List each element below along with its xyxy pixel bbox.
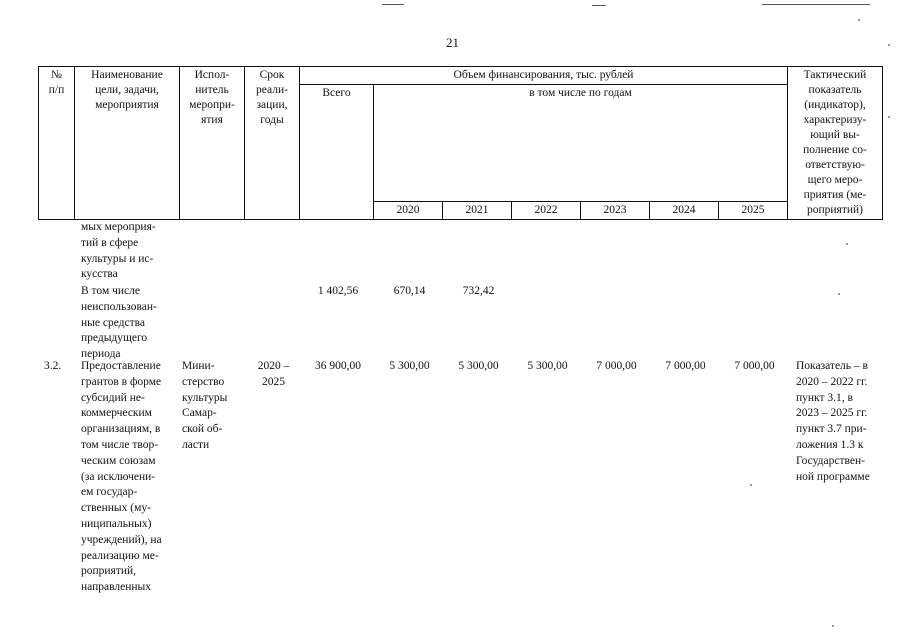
header-by-years: в том числе по годам <box>374 85 788 202</box>
scan-speck <box>832 625 834 627</box>
item-num: 3.2. <box>44 360 62 372</box>
item-2022: 5 300,00 <box>527 360 568 372</box>
item-term: 2020 – 2025 <box>257 360 290 388</box>
item-2020: 5 300,00 <box>389 360 430 372</box>
header-total: Всего <box>300 85 374 220</box>
header-name: Наименование цели, задачи, мероприятия <box>75 67 180 220</box>
unused-2020: 670,14 <box>393 285 426 297</box>
header-year: 2020 <box>374 202 443 220</box>
item-2021: 5 300,00 <box>458 360 499 372</box>
header-indicator: Тактический показатель (индикатор), характеризу- ющий вы- полнение со- ответствую- щего меро- приятия (ме- роприятий) <box>788 67 883 220</box>
item-indicator: Показатель – в 2020 – 2022 гг. пункт 3.1, в 2023 – 2025 гг. пункт 3.7 при- ложения 1.3 к Государствен- ной программе <box>796 360 870 483</box>
item-2023: 7 000,00 <box>596 360 637 372</box>
page-number: 21 <box>446 35 459 50</box>
scan-artifact-line <box>382 4 404 5</box>
item-total: 36 900,00 <box>315 360 361 372</box>
header-year: 2021 <box>443 202 512 220</box>
header-year: 2022 <box>512 202 581 220</box>
scan-speck <box>858 19 860 21</box>
scan-speck <box>750 484 752 486</box>
scan-speck <box>888 116 890 118</box>
header-funding: Объем финансирования, тыс. рублей <box>300 67 788 85</box>
continuation-text: мых мероприя- тий в сфере культуры и ис- кусства <box>81 221 156 281</box>
header-term: Срок реали- зации, годы <box>245 67 300 220</box>
scan-speck <box>846 243 848 245</box>
header-executor: Испол- нитель меропри- ятия <box>180 67 245 220</box>
scan-artifact-line <box>592 5 606 6</box>
scan-artifact-line <box>762 4 870 5</box>
header-year: 2023 <box>581 202 650 220</box>
scan-speck <box>838 293 840 295</box>
item-executor: Мини- стерство культуры Самар- ской об- ласти <box>182 360 228 451</box>
item-2025: 7 000,00 <box>734 360 775 372</box>
header-num: № п/п <box>39 67 75 220</box>
header-year: 2025 <box>719 202 788 220</box>
unused-total: 1 402,56 <box>317 285 359 297</box>
unused-funds-label: В том числе неиспользован- ные средства предыдущего периода <box>81 285 157 361</box>
header-year: 2024 <box>650 202 719 220</box>
table-header <box>38 66 883 220</box>
unused-2021: 732,42 <box>462 285 495 297</box>
item-2024: 7 000,00 <box>665 360 706 372</box>
item-name: Предоставление грантов в форме субсидий не- коммерческим организациям, в том числе твор- ческим союзам (за исключени- ем государ- ственных (му- ниципальных) учреждений), на реализацию ме- роприятий, направленных <box>81 360 162 594</box>
